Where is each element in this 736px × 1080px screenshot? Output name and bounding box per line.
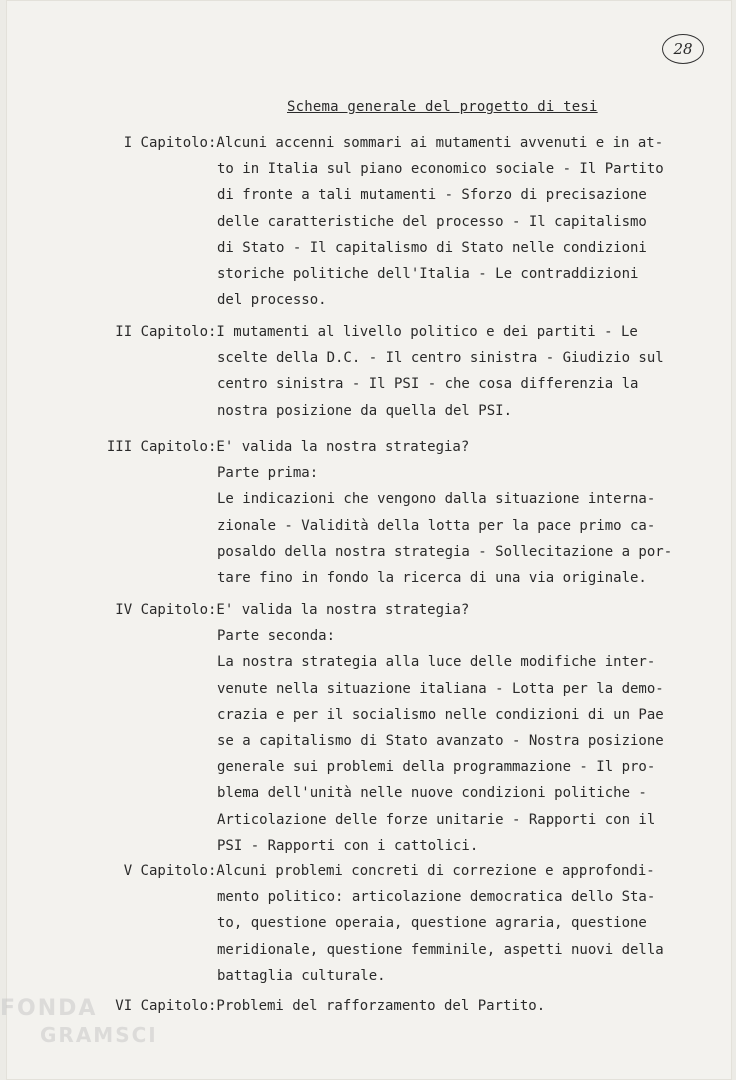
chapter-label: I Capitolo (123, 135, 208, 151)
chapter-line: La nostra strategia alla luce delle modifiche inter- (217, 654, 656, 671)
chapter-label: III Capitolo (106, 439, 208, 455)
chapter-line: di Stato - Il capitalismo di Stato nelle condizioni (217, 239, 647, 256)
chapter-line: posaldo della nostra strategia - Sollecitazione a por- (217, 543, 673, 560)
chapter-line: Parte seconda: (217, 628, 336, 645)
chapter-line: :I mutamenti al livello politico e dei partiti - Le (208, 324, 638, 340)
chapter-line: se a capitalismo di Stato avanzato - Nostra posizione (217, 733, 664, 750)
chapter-line: blema dell'unità nelle nuove condizioni politiche - (217, 785, 647, 802)
chapter-body (208, 434, 698, 591)
chapter-line: nostra posizione da quella del PSI. (217, 402, 513, 419)
chapter-line: centro sinistra - Il PSI - che cosa differenzia la (217, 376, 639, 393)
chapter-line: storiche politiche dell'Italia - Le contraddizioni (217, 266, 639, 283)
chapter-line: di fronte a tali mutamenti - Sforzo di precisazione (217, 187, 647, 204)
watermark-line-1: FONDA (0, 996, 98, 1021)
chapter-body (208, 993, 698, 1019)
chapter-label: II Capitolo (115, 324, 208, 340)
chapter-line: generale sui problemi della programmazione - Il pro- (217, 759, 656, 776)
chapter-body (208, 319, 698, 424)
chapter-line: Parte prima: (217, 465, 319, 482)
chapter-label: IV Capitolo (115, 602, 208, 618)
chapter-line: Le indicazioni che vengono dalla situazione interna- (217, 491, 656, 508)
chapter-line: :E' valida la nostra strategia? (208, 439, 470, 455)
chapter-label: V Capitolo (123, 863, 208, 879)
chapter-line: PSI - Rapporti con i cattolici. (217, 837, 479, 854)
chapter-line: delle caratteristiche del processo - Il capitalismo (217, 213, 647, 230)
chapter-body (208, 130, 698, 313)
chapter-line: del processo. (217, 292, 327, 309)
chapter-line: to, questione operaia, questione agraria, questione (217, 915, 647, 932)
watermark-line-2: GRAMSCI (40, 1023, 158, 1047)
chapter-line: :Alcuni accenni sommari ai mutamenti avvenuti e in at- (208, 135, 664, 151)
chapter-line: zionale - Validità della lotta per la pace primo ca- (217, 517, 656, 534)
chapter-line: mento politico: articolazione democratica dello Sta- (217, 889, 656, 906)
chapter-line: crazia e per il socialismo nelle condizioni di un Pae (217, 706, 664, 723)
chapter-body (208, 858, 698, 989)
chapter-line: meridionale, questione femminile, aspetti nuovi della (217, 941, 664, 958)
chapter-line: tare fino in fondo la ricerca di una via originale. (217, 570, 647, 587)
page-number: 28 (662, 34, 704, 64)
watermark-logo (0, 996, 158, 1048)
chapter-line: :Problemi del rafforzamento del Partito. (208, 998, 546, 1014)
chapter-line: to in Italia sul piano economico sociale - Il Partito (217, 161, 664, 178)
document-title: Schema generale del progetto di tesi (287, 99, 598, 115)
chapter-line: venute nella situazione italiana - Lotta per la demo- (217, 680, 664, 697)
chapter-line: battaglia culturale. (217, 967, 386, 984)
chapter-body (208, 597, 698, 859)
chapter-line: scelte della D.C. - Il centro sinistra - Giudizio sul (217, 350, 664, 367)
chapter-line: :E' valida la nostra strategia? (208, 602, 470, 618)
chapter-line: :Alcuni problemi concreti di correzione e approfondi- (208, 863, 655, 879)
chapter-line: Articolazione delle forze unitarie - Rapporti con il (217, 811, 656, 828)
chapter-label: VI Capitolo (115, 998, 208, 1014)
